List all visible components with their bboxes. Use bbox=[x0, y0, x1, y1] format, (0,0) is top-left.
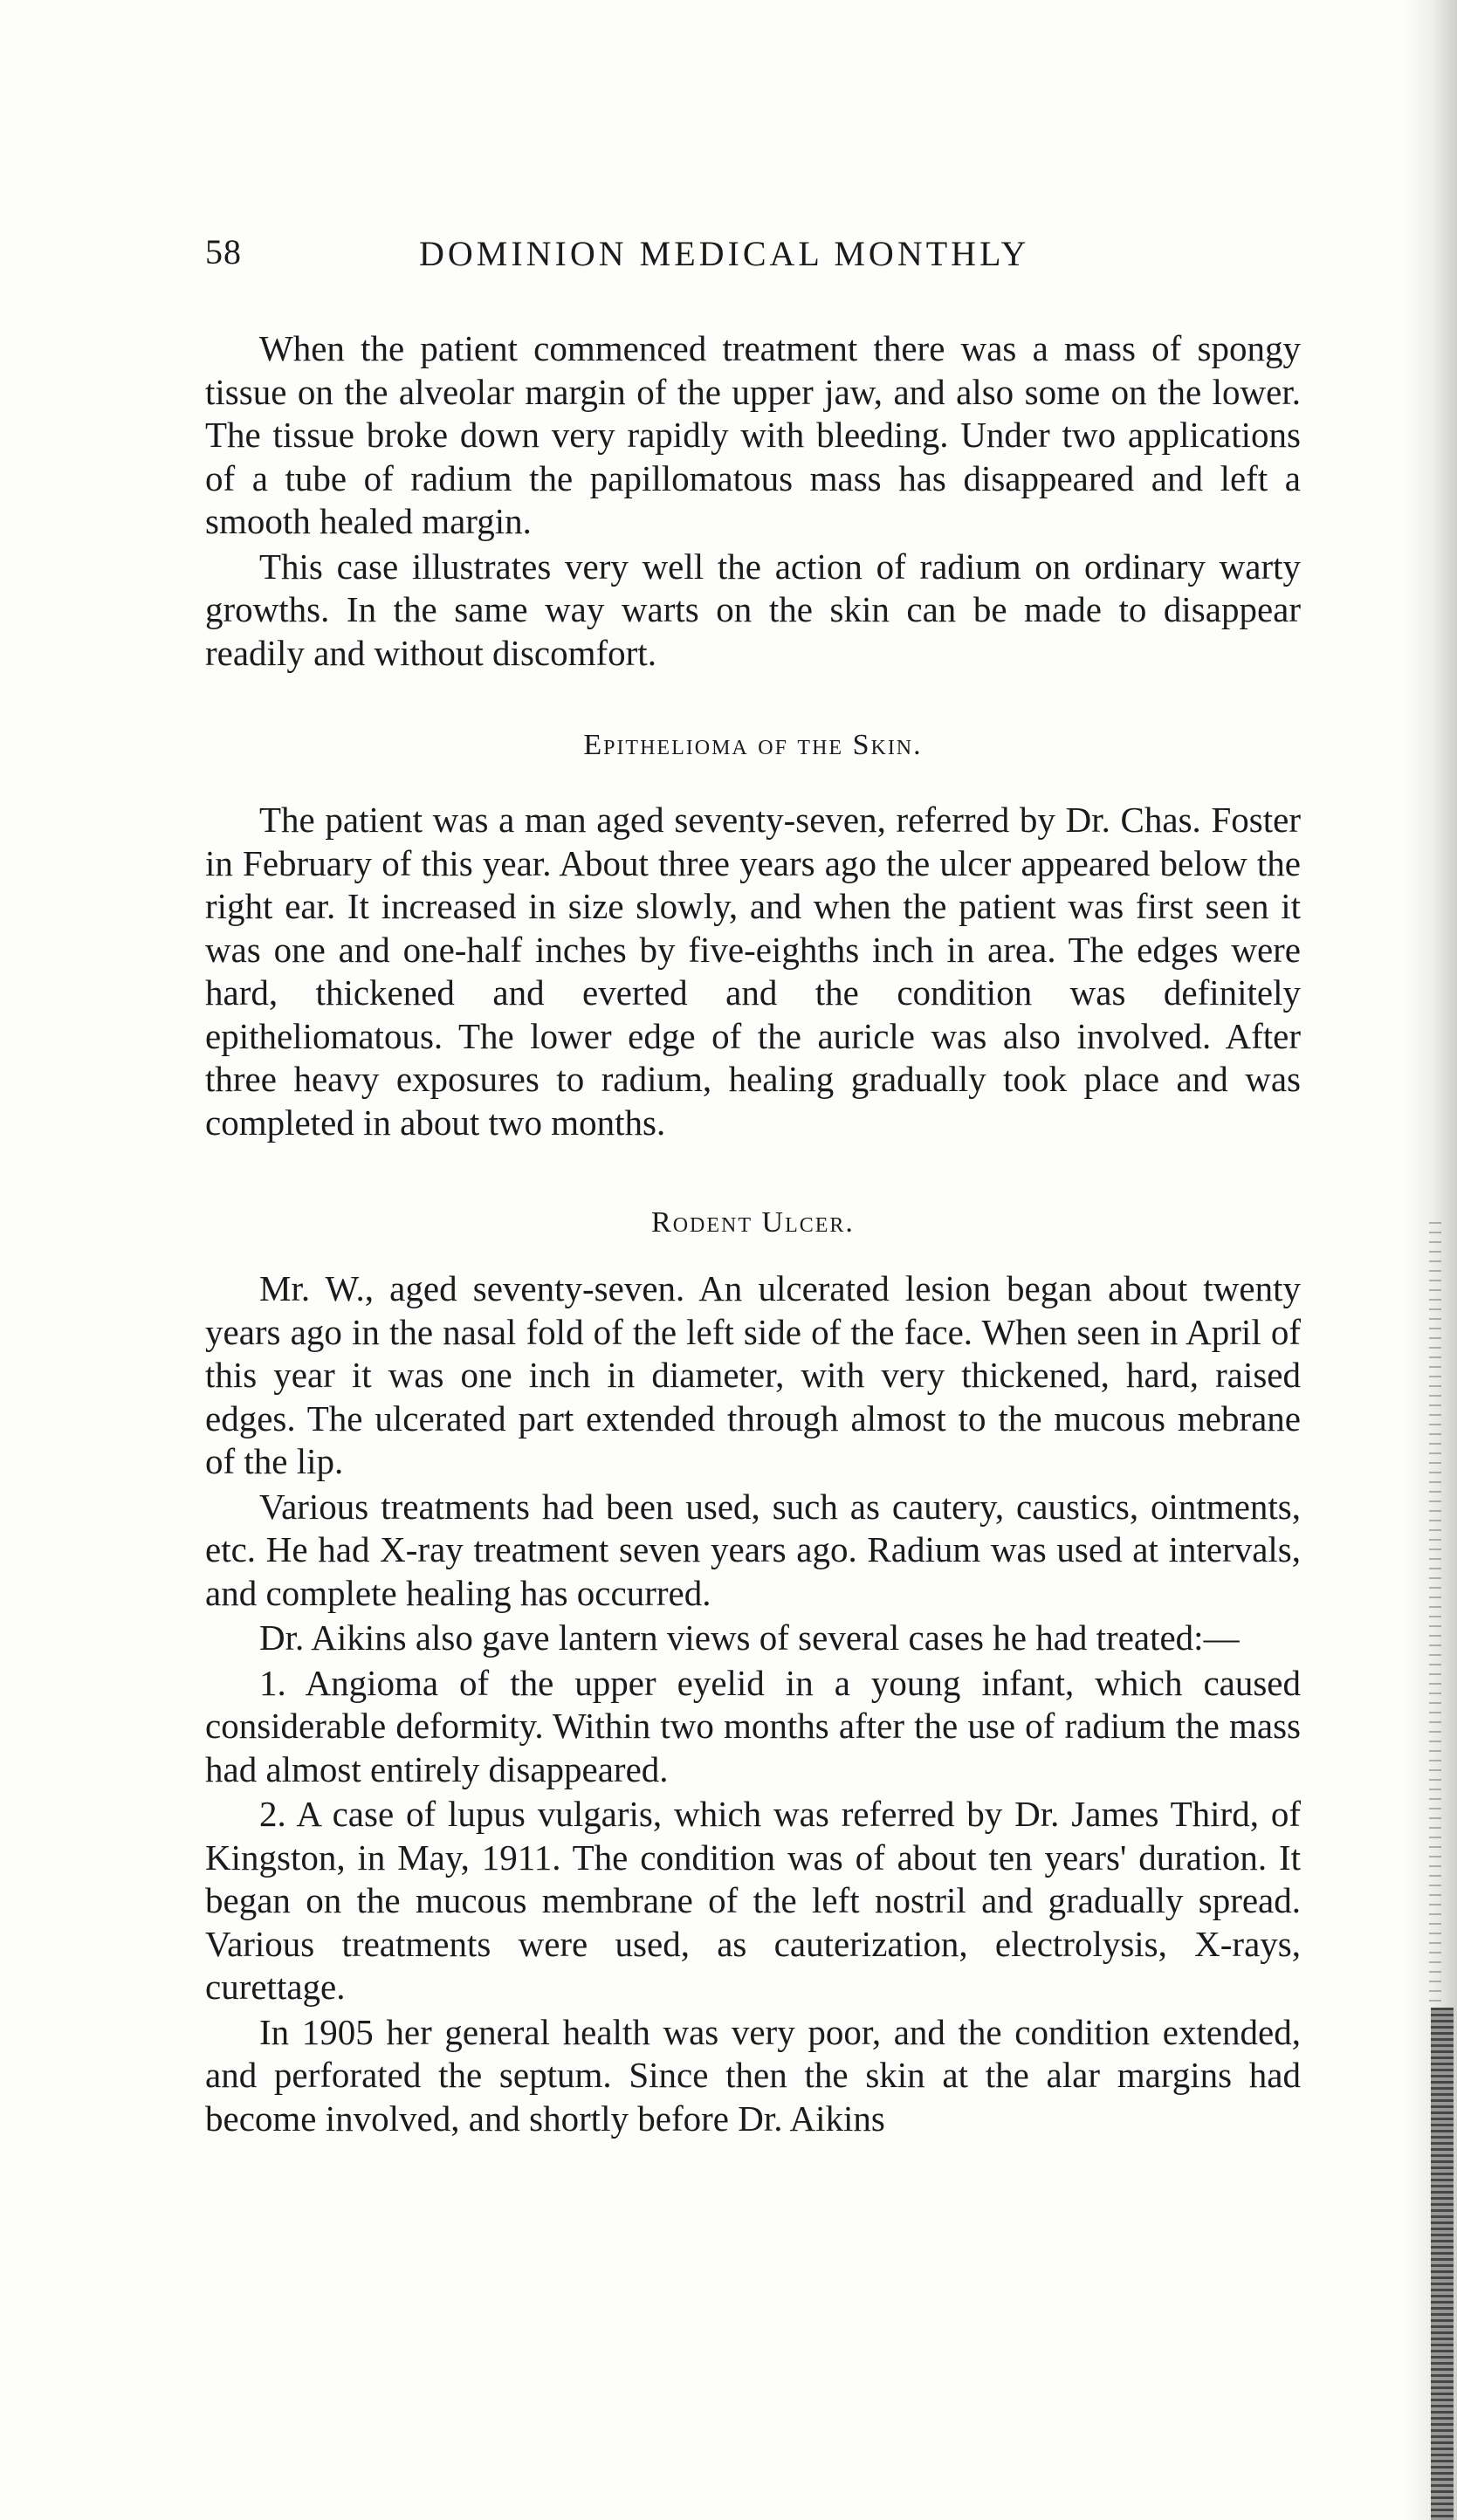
list-item: 1. Angioma of the upper eyelid in a young infant, which caused considerable deformity. Within two months after the use of radium the mass had almost entirely disappeared. bbox=[205, 1662, 1301, 1789]
journal-title: DOMINION MEDICAL MONTHLY bbox=[419, 234, 1030, 273]
paragraph: In 1905 her general health was very poor, and the condition extended, and perforated the septum. Since then the skin at the alar margins had become involved, and shortly before Dr. Aikins bbox=[205, 2011, 1301, 2139]
rodent-ulcer-text bbox=[205, 1267, 1301, 2140]
page-number: 58 bbox=[205, 232, 242, 271]
section-heading-epithelioma: Epithelioma of the Skin. bbox=[583, 729, 923, 761]
list-item: 2. A case of lupus vulgaris, which was referred by Dr. James Third, of Kingston, in May, 1911. The condition was of about ten years' duration. It began on the mucous membrane of the left nostril and gradually spread. Various treatments were used, as cauterization, electrolysis, X-rays, curettage. bbox=[205, 1794, 1301, 2007]
running-head bbox=[205, 231, 1305, 284]
section-heading-rodent-ulcer: Rodent Ulcer. bbox=[651, 1206, 855, 1239]
intro-text bbox=[205, 327, 1301, 675]
paragraph: Various treatments had been used, such as cautery, caustics, ointments, etc. He had X-ray treatment seven years ago. Radium was used at intervals, and complete healing has occurred. bbox=[205, 1486, 1301, 1613]
paragraph: Mr. W., aged seventy-seven. An ulcerated lesion began about twenty years ago in the nasal fold of the left side of the face. When seen in April of this year it was one inch in diameter, with very thickened, hard, raised edges. The ulcerated part extended through almost to the mucous mebrane of the lip. bbox=[205, 1268, 1301, 1481]
paragraph: This case illustrates very well the action of radium on ordinary warty growths. In the same way warts on the skin can be made to disappear readily and without discomfort. bbox=[205, 546, 1301, 673]
paragraph: The patient was a man aged seventy-seven, referred by Dr. Chas. Foster in February of this year. About three years ago the ulcer appeared below the right ear. It increased in size slowly, and when the patient was first seen it was one and one-half inches by five-eighths inch in area. The edges were hard, thickened and everted and the condition was definitely epitheliomatous. The lower edge of the auricle was also involved. After three heavy exposures to radium, healing gradually took place and was completed in about two months. bbox=[205, 800, 1301, 1143]
paragraph: When the patient commenced treatment there was a mass of spongy tissue on the alveolar margin of the upper jaw, and also some on the lower. The tissue broke down very rapidly with bleeding. Under two applications of a tube of radium the papillomatous mass has disappeared and left a smooth healed margin. bbox=[205, 328, 1301, 541]
scan-edge-speckle bbox=[1429, 1222, 1441, 2008]
scan-edge-binding bbox=[1431, 2008, 1454, 2520]
paragraph: Dr. Aikins also gave lantern views of several cases he had treated:— bbox=[259, 1617, 1240, 1658]
epithelioma-text bbox=[205, 799, 1301, 1144]
